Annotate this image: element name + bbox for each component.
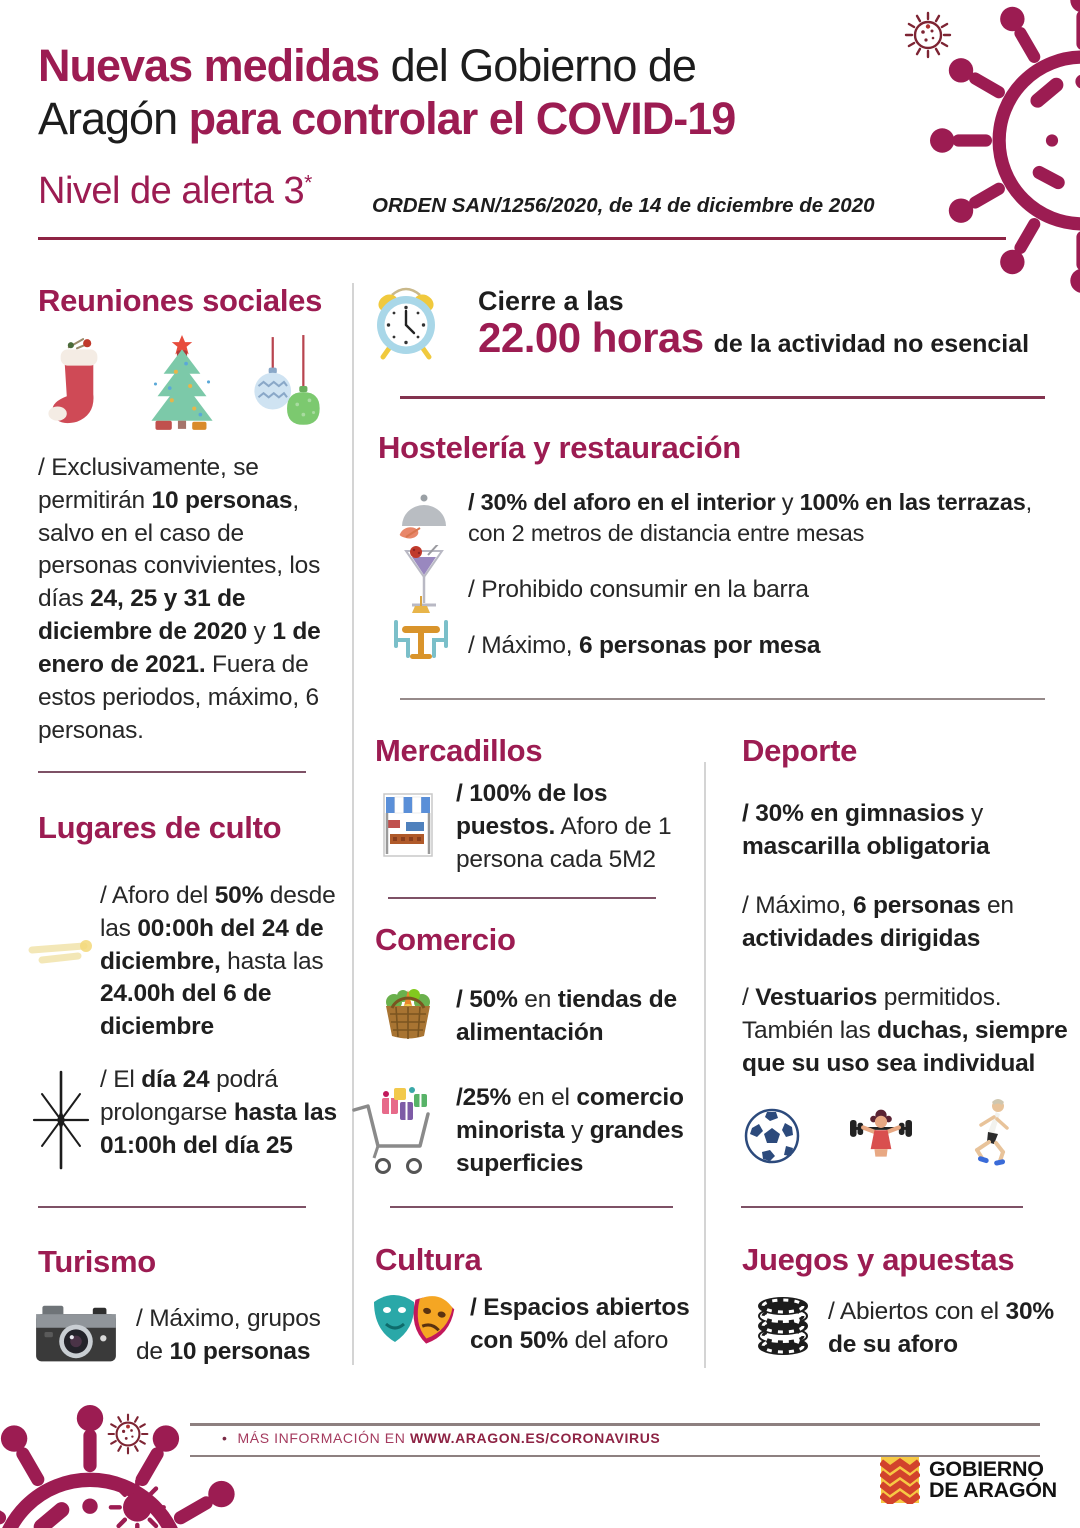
page-title: [38, 40, 735, 145]
left-column-separator: [352, 283, 354, 1365]
closure-scope: de la actividad no esencial: [713, 330, 1030, 358]
deporte-icons-row: [742, 1096, 1014, 1166]
culto-item-2: / El día 24 podrá prolongarse hasta las 01:00h del día 25: [100, 1066, 337, 1159]
closure-divider: [400, 396, 1045, 399]
cultura-item-1: / Espacios abiertos con 50% del aforo: [470, 1294, 690, 1354]
deporte-item-3: / Vestuarios permitidos. También las duchas, siempre que su uso sea individual: [742, 984, 1068, 1077]
poker-chips-icon: [752, 1288, 814, 1358]
weightlifting-icon: [848, 1104, 914, 1166]
title-line-1: Nuevas medidas del Gobierno de: [38, 40, 696, 91]
small-virus-icon-footer: [106, 1412, 150, 1456]
reuniones-body: / Exclusivamente, se permitirán 10 personas, salvo en el caso de personas convivientes, los días 24, 25 y 31 de diciembre de 2020 y 1 de enero de 2021. Fuera de estos periodos, máximo, 6 personas.: [38, 454, 321, 744]
theater-masks-icon: [368, 1286, 464, 1358]
comercio-item-1: / 50% en tiendas de alimentación: [456, 986, 677, 1046]
middle-column-separator: [704, 762, 706, 1368]
cloche-icon: [396, 488, 450, 546]
closure-time: 22.00 horas: [478, 314, 704, 361]
turismo-item-1: / Máximo, grupos de 10 personas: [136, 1305, 321, 1365]
footer-line-top: [190, 1423, 1040, 1426]
title-line-2: Aragón para controlar el COVID-19: [38, 92, 736, 144]
christmas-tree-icon: [140, 333, 224, 435]
footer-info-url: WWW.ARAGON.ES/CORONAVIRUS: [409, 1430, 661, 1446]
bethlehem-star-icon: [28, 1068, 94, 1172]
gobierno-aragon-logo: [880, 1456, 1057, 1504]
header-divider: [38, 237, 1006, 240]
section-title-cultura: Cultura: [375, 1242, 482, 1277]
logo-text: [929, 1456, 1057, 1502]
mercadillos-item-1: / 100% de los puestos. Aforo de 1 persona cada 5M2: [456, 780, 672, 873]
hosteleria-item-2: / Prohibido consumir en la barra: [468, 576, 809, 603]
soccer-ball-icon: [742, 1106, 802, 1166]
footer-info-prefix: MÁS INFORMACIÓN EN: [237, 1430, 410, 1446]
alert-asterisk: *: [304, 171, 312, 195]
shopping-cart-icon: [350, 1080, 444, 1182]
aragon-shield-icon: [880, 1456, 920, 1504]
closure-intro: Cierre a las: [478, 286, 624, 316]
closure-detail: [478, 314, 1029, 362]
section-title-mercadillos: Mercadillos: [375, 733, 543, 768]
section-title-culto: Lugares de culto: [38, 810, 282, 845]
shooting-star-icon: [24, 918, 100, 978]
alert-level: Nivel de alerta 3*: [38, 170, 312, 212]
camera-icon: [34, 1300, 118, 1366]
footer-info: [222, 1430, 660, 1446]
footer-bullet: •: [222, 1430, 228, 1446]
left-divider-1: [38, 771, 306, 773]
section-title-comercio: Comercio: [375, 922, 516, 957]
comercio-divider: [390, 1206, 673, 1208]
alarm-clock-icon: [372, 281, 440, 361]
section-title-turismo: Turismo: [38, 1244, 156, 1279]
christmas-icons-row: [42, 333, 322, 435]
large-virus-icon: [930, 0, 1080, 293]
order-reference: ORDEN SAN/1256/2020, de 14 de diciembre de 2020: [372, 194, 875, 217]
comercio-item-2: /25% en el comercio minorista y grandes superficies: [456, 1084, 684, 1177]
left-divider-2: [38, 1206, 306, 1208]
culto-item-1: / Aforo del 50% desde las 00:00h del 24 de diciembre, hasta las 24.00h del 6 de diciembre: [100, 882, 336, 1041]
deporte-item-1: / 30% en gimnasios y mascarilla obligatoria: [742, 800, 990, 860]
section-title-hosteleria: Hostelería y restauración: [378, 430, 741, 465]
hosteleria-item-3: / Máximo, 6 personas por mesa: [468, 632, 821, 659]
christmas-stocking-icon: [42, 333, 114, 435]
baubles-icon: [250, 333, 322, 435]
deporte-item-2: / Máximo, 6 personas en actividades dirigidas: [742, 892, 1014, 952]
section-title-reuniones: Reuniones sociales: [38, 283, 323, 318]
logo-line-1: GOBIERNO: [929, 1456, 1044, 1481]
running-icon: [960, 1096, 1014, 1166]
hosteleria-divider: [400, 698, 1045, 700]
grocery-basket-icon: [378, 980, 438, 1044]
section-title-juegos: Juegos y apuestas: [742, 1242, 1015, 1277]
section-title-deporte: Deporte: [742, 733, 858, 768]
hosteleria-item-1: / 30% del aforo en el interior y 100% en las terrazas, con 2 metros de distancia entre mesas: [468, 489, 1032, 547]
juegos-item-1: / Abiertos con el 30% de su aforo: [828, 1298, 1054, 1358]
logo-line-2: DE ARAGÓN: [929, 1478, 1057, 1502]
market-stall-icon: [382, 792, 434, 858]
table-chairs-icon: [388, 590, 454, 668]
deporte-divider: [741, 1206, 1023, 1208]
mercadillos-divider: [388, 897, 656, 899]
